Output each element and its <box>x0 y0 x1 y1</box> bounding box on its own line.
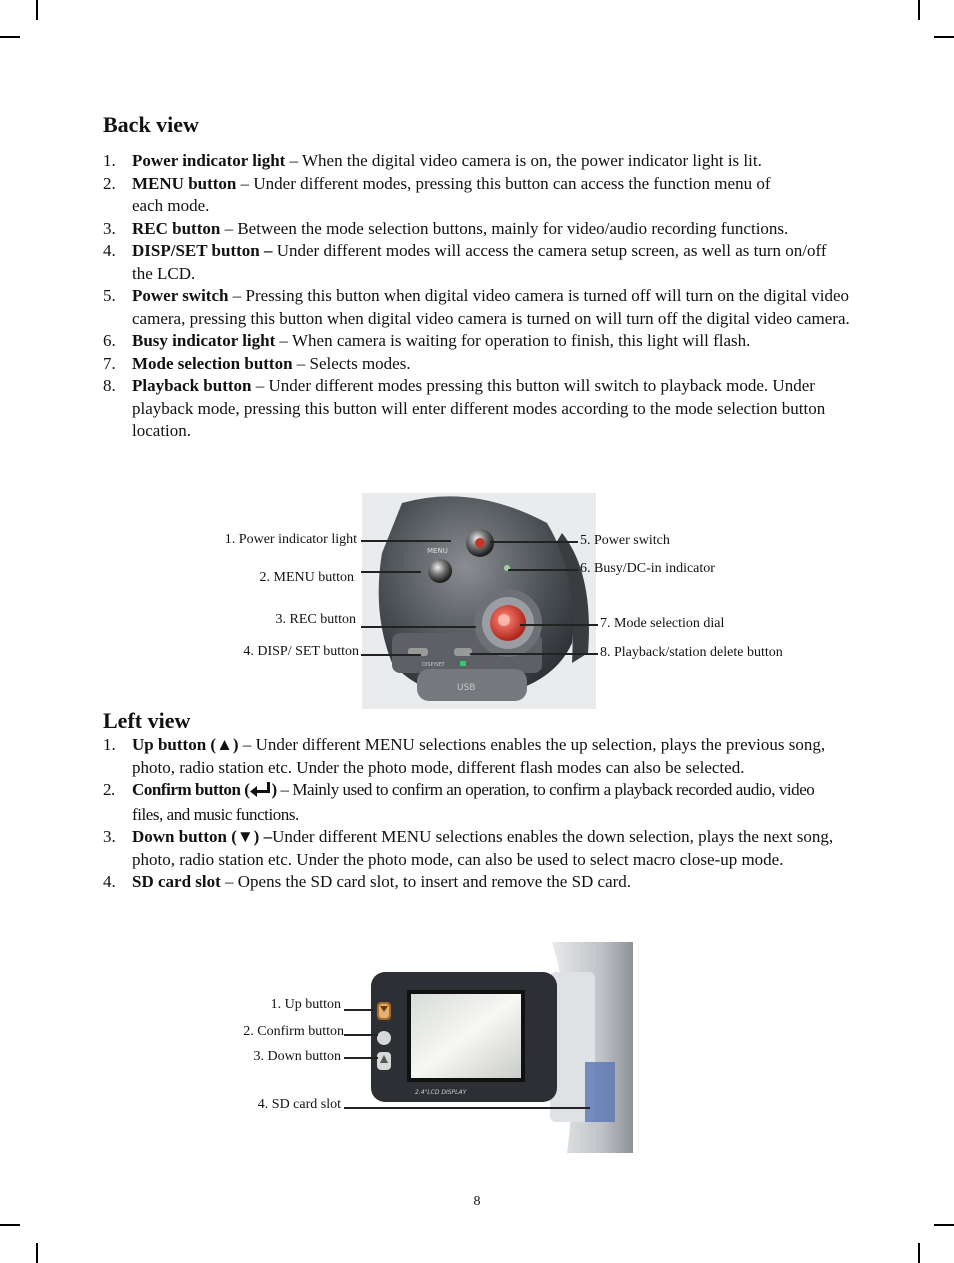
callout-down-button: 3. Down button <box>253 1049 341 1064</box>
enter-arrow-icon <box>249 781 271 804</box>
callout-sd-card-slot: 4. SD card slot <box>257 1097 341 1112</box>
item-desc: – When the digital video camera is on, the power indicator light is lit. <box>285 151 762 170</box>
callout-power-indicator-light: 1. Power indicator light <box>224 532 357 547</box>
callout-mode-selection-dial: 7. Mode selection dial <box>600 616 725 631</box>
item-desc: – Under different modes, pressing this button can access the function menu of each mode. <box>132 173 771 215</box>
camera-left-photo <box>367 942 633 1153</box>
leader-line <box>344 1009 374 1011</box>
crop-mark <box>934 1224 954 1226</box>
list-item: 2. MENU button – Under different modes, pressing this button can access the function menu of each mode. <box>103 173 771 215</box>
camera-back-illustration <box>362 493 596 709</box>
leader-line <box>361 540 451 542</box>
item-desc: – When camera is waiting for operation to finish, this light will flash. <box>275 331 751 350</box>
callout-power-switch: 5. Power switch <box>580 533 670 548</box>
leader-line <box>344 1107 590 1109</box>
list-item: 6. Busy indicator light – When camera is waiting for operation to finish, this light will flash. <box>103 331 751 350</box>
item-desc: – Under different modes pressing this button will switch to playback mode. Under playback mode, pressing this button will enter different modes according to the mode selection button location. <box>132 376 826 440</box>
callout-disp-set-button: 4. DISP/ SET button <box>243 644 359 659</box>
item-term: Power indicator light <box>132 151 286 170</box>
item-term: SD card slot <box>132 872 221 891</box>
callout-up-button: 1. Up button <box>270 997 341 1012</box>
leader-line <box>520 624 598 626</box>
leader-line <box>344 1057 378 1059</box>
crop-mark <box>934 36 954 38</box>
callout-busy-dc-in-indicator: 6. Busy/DC-in indicator <box>580 561 715 576</box>
leader-line <box>361 571 421 573</box>
item-desc: Under different MENU selections enables the down selection, plays the next song, photo, radio station etc. Under the photo mode, can also be used to select macro close-up mode. <box>132 827 834 869</box>
item-term: Busy indicator light <box>132 331 276 350</box>
back-view-heading: Back view <box>103 112 199 137</box>
item-term: Power switch <box>132 286 229 305</box>
back-view-list <box>103 150 863 443</box>
item-term: Down button (▼) – <box>132 827 273 846</box>
list-item: 1. Power indicator light – When the digital video camera is on, the power indicator light is lit. <box>103 151 762 170</box>
leader-line <box>344 1034 378 1036</box>
list-item: 2. Confirm button ( ) – Mainly used to confirm an operation, to confirm a playback recorded audio, video files, and music functions. <box>103 780 815 824</box>
page-number: 8 <box>473 1194 481 1209</box>
crop-mark <box>0 1224 20 1226</box>
item-desc: – Between the mode selection buttons, mainly for video/audio recording functions. <box>220 218 789 238</box>
item-term: REC button <box>132 218 221 238</box>
item-term: Confirm button ( <box>132 780 250 799</box>
crop-mark <box>36 0 38 20</box>
list-item: 7. Mode selection button – Selects modes. <box>103 353 411 373</box>
item-desc: – Opens the SD card slot, to insert and remove the SD card. <box>220 872 632 891</box>
list-item: 8. Playback button – Under different modes pressing this button will switch to playback mode. Under playback mode, pressing this button will enter different modes according to the mode selection button location. <box>103 376 826 440</box>
item-desc: – Mainly used to confirm an operation, to confirm a playback recorded audio, video files, and music functions. <box>132 780 815 824</box>
callout-menu-button: 2. MENU button <box>259 570 354 585</box>
camera-left-illustration <box>367 942 633 1153</box>
leader-line <box>361 626 476 628</box>
crop-mark <box>36 1243 38 1263</box>
item-term: Up button (▲) <box>132 735 239 754</box>
list-item: 1. Up button (▲) – Under different MENU selections enables the up selection, plays the previous song, photo, radio station etc. Under the photo mode, different flash modes can also be selected. <box>103 735 826 777</box>
leader-line <box>470 653 598 655</box>
item-desc: – Under different MENU selections enables the up selection, plays the previous song, photo, radio station etc. Under the photo mode, different flash modes can also be selected. <box>132 735 826 777</box>
callout-confirm-button: 2. Confirm button <box>243 1024 344 1039</box>
lcd-display-label: 2.4"LCD DISPLAY <box>415 1089 467 1096</box>
dispset-label: DISP/SET <box>422 662 445 668</box>
callout-rec-button: 3. REC button <box>275 612 356 627</box>
item-desc: – Pressing this button when digital video camera is turned off will turn on the digital video camera, pressing this button when digital video camera is turned on will turn off the digital video camera. <box>132 286 850 328</box>
leader-line <box>508 569 578 571</box>
list-item: 4. SD card slot – Opens the SD card slot, to insert and remove the SD card. <box>103 872 632 891</box>
item-desc: – Selects modes. <box>292 353 411 373</box>
item-term: Playback button <box>132 376 252 395</box>
list-item: 5. Power switch – Pressing this button when digital video camera is turned off will turn on the digital video camera, pressing this button when digital video camera is turned on will turn off the digital video camera. <box>103 286 850 328</box>
menu-label: MENU <box>427 547 448 555</box>
item-desc: Under different modes will access the camera setup screen, as well as turn on/off the LCD. <box>132 241 827 283</box>
left-view-heading: Left view <box>103 708 191 733</box>
leader-line <box>361 654 421 656</box>
item-term: MENU button <box>132 173 237 193</box>
item-term: Mode selection button <box>132 353 293 373</box>
left-view-list <box>103 734 863 894</box>
leader-line <box>490 541 578 543</box>
list-item: 3. REC button – Between the mode selection buttons, mainly for video/audio recording functions. <box>103 218 789 238</box>
crop-mark <box>0 36 20 38</box>
item-term: DISP/SET button – <box>132 241 273 260</box>
crop-mark <box>918 0 920 20</box>
camera-back-photo <box>362 493 596 709</box>
list-item: 4. DISP/SET button – Under different modes will access the camera setup screen, as well as turn on/off the LCD. <box>103 241 827 283</box>
crop-mark <box>918 1243 920 1263</box>
callout-playback-station-delete-button: 8. Playback/station delete button <box>600 645 783 660</box>
usb-label: USB <box>457 683 476 693</box>
list-item: 3. Down button (▼) –Under different MENU selections enables the down selection, plays the next song, photo, radio station etc. Under the photo mode, can also be used to select macro close-up mode. <box>103 827 834 869</box>
